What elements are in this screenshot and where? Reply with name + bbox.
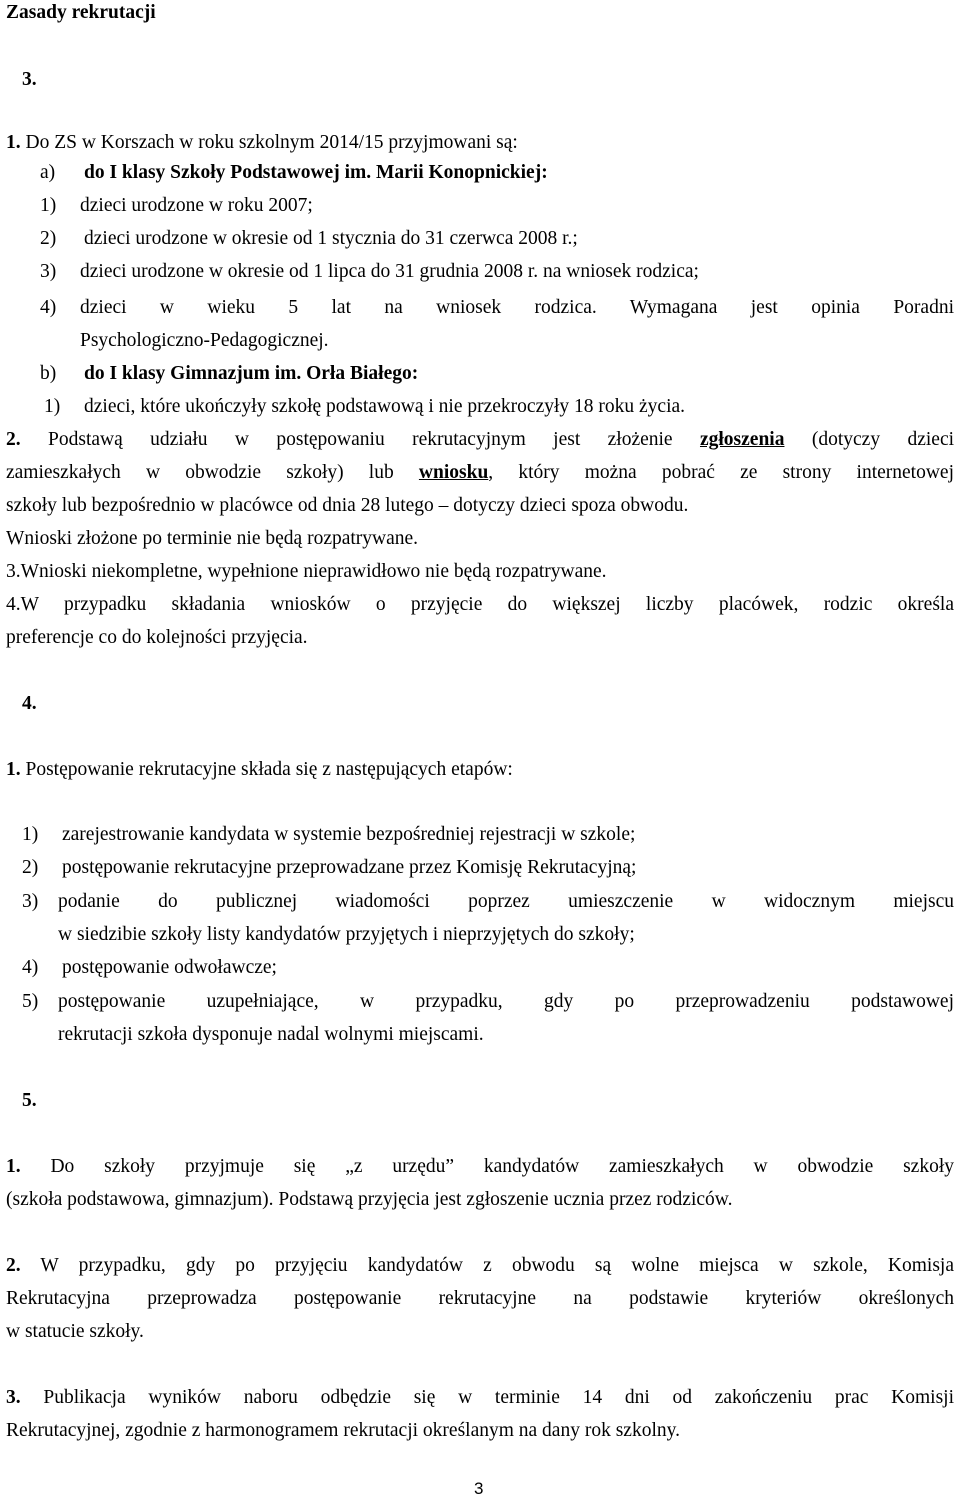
zgloszenia-term: zgłoszenia [699,429,785,450]
item-text: do I klasy Szkoły Podstawowej im. Marii Konopnickiej: [84,162,548,183]
item-number: 2) [22,857,39,878]
sec4-item-1 [22,818,635,851]
item-number: 1) [44,396,61,417]
sec5-paragraph-1-line-1 [6,1150,954,1183]
sec3-b-item-1 [44,390,685,423]
sec3-paragraph-2-line-3: szkoły lub bezpośrednio w placówce od dnia 28 lutego – dotyczy dzieci spoza obwodu. [6,495,689,516]
wniosku-term: wniosku [418,462,489,483]
sec4-item-5-text: postępowanie uzupełniające, w przypadku, gdy po przeprowadzeniu podstawowej [58,991,954,1012]
item-number: 2) [40,228,57,249]
item-number: 3) [40,261,57,282]
item-number: 1) [22,824,39,845]
paragraph-text: Postępowanie rekrutacyjne składa się z następujących etapów: [25,759,513,780]
paragraph-number: 3. [6,1387,21,1408]
paragraph-text: Do ZS w Korszach w roku szkolnym 2014/15 przyjmowani są: [25,132,518,153]
page-number: 3 [474,1479,484,1498]
sec5-paragraph-2-line-2: Rekrutacyjna przeprowadza postępowanie rekrutacyjne na podstawie kryteriów określonych [6,1288,954,1309]
sec4-item-3-text: podanie do publicznej wiadomości poprzez umieszczenie w widocznym miejscu [58,891,954,912]
sec3-paragraph-2-line-4: Wnioski złożone po terminie nie będą rozpatrywane. [6,528,419,549]
sec3-paragraph-4-line-2: preferencje co do kolejności przyjęcia. [6,627,308,648]
item-label: a) [40,162,56,183]
item-text: dzieci urodzone w roku 2007; [80,195,313,216]
sec3-paragraph-4-line-1: 4.W przypadku składania wniosków o przyjęcie do większej liczby placówek, rodzic określa [6,594,954,615]
text-span: Podstawą udziału w postępowaniu rekrutacyjnym jest złożenie [48,429,673,450]
sec5-paragraph-3-line-1 [6,1381,954,1414]
sec3-paragraph-2-line-1 [6,423,954,456]
item-text: postępowanie odwoławcze; [62,957,277,978]
sec4-item-3-number: 3) [22,891,39,912]
paragraph-number: 2. [6,1255,21,1276]
text-span: (dotyczy dzieci [811,429,955,450]
sec3-paragraph-2-line-2 [6,456,954,489]
sec3-paragraph-3: 3.Wnioski niekompletne, wypełnione nieprawidłowo nie będą rozpatrywane. [6,561,607,582]
section-heading-4: 4. [22,693,37,714]
sec4-item-4 [22,951,277,984]
item-text: dzieci, które ukończyły szkołę podstawową i nie przekroczyły 18 roku życia. [84,396,686,417]
item-text: postępowanie rekrutacyjne przeprowadzane przez Komisję Rekrutacyjną; [62,857,637,878]
sec4-paragraph-1 [6,753,513,786]
sec5-paragraph-2-line-1 [6,1249,954,1282]
paragraph-number: 2. [6,429,21,450]
sec3-a-item-4-cont: Psychologiczno-Pedagogicznej. [80,330,329,351]
page-title: Zasady rekrutacji [6,2,156,23]
sec3-item-b [40,357,418,390]
item-number: 1) [40,195,57,216]
item-text: zarejestrowanie kandydata w systemie bezpośredniej rejestracji w szkole; [62,824,636,845]
paragraph-number: 1. [6,1156,21,1177]
sec3-a-item-1 [40,189,313,222]
sec3-a-item-3 [40,255,699,288]
sec4-item-2 [22,851,636,884]
sec5-paragraph-3-line-2: Rekrutacyjnej, zgodnie z harmonogramem rekrutacji określanym na dany rok szkolny. [6,1420,680,1441]
sec3-item-a [40,156,548,189]
sec3-a-item-4-number: 4) [40,297,57,318]
sec5-paragraph-1-line-2: (szkoła podstawowa, gimnazjum). Podstawą przyjęcia jest zgłoszenie ucznia przez rodziców. [6,1189,733,1210]
sec4-item-5-number: 5) [22,991,39,1012]
text-span: W przypadku, gdy po przyjęciu kandydatów z obwodu są wolne miejsca w szkole, Komisja [40,1255,954,1276]
sec3-paragraph-1 [6,126,518,159]
item-label: b) [40,363,57,384]
item-text: dzieci urodzone w okresie od 1 stycznia do 31 czerwca 2008 r.; [84,228,578,249]
text-span: Do szkoły przyjmuje się „z urzędu” kandydatów zamieszkałych w obwodzie szkoły [50,1156,955,1177]
item-text: do I klasy Gimnazjum im. Orła Białego: [84,363,419,384]
sec4-item-5-cont: rekrutacji szkoła dysponuje nadal wolnymi miejscami. [58,1024,484,1045]
sec5-paragraph-2-line-3: w statucie szkoły. [6,1321,144,1342]
item-number: 4) [22,957,39,978]
paragraph-number: 1. [6,132,21,153]
paragraph-number: 1. [6,759,21,780]
section-heading-3: 3. [22,69,37,90]
sec3-a-item-4-text: dzieci w wieku 5 lat na wniosek rodzica. Wymagana jest opinia Poradni [80,297,954,318]
item-text: dzieci urodzone w okresie od 1 lipca do 31 grudnia 2008 r. na wniosek rodzica; [80,261,699,282]
section-heading-5: 5. [22,1090,37,1111]
sec3-a-item-2 [40,222,578,255]
sec4-item-3-cont: w siedzibie szkoły listy kandydatów przyjętych i nieprzyjętych do szkoły; [58,924,635,945]
text-span: Publikacja wyników naboru odbędzie się w terminie 14 dni od zakończeniu prac Komisji [43,1387,955,1408]
text-span: zamieszkałych w obwodzie szkoły) lub [6,462,394,483]
text-span: , który można pobrać ze strony internetowej [488,462,954,483]
